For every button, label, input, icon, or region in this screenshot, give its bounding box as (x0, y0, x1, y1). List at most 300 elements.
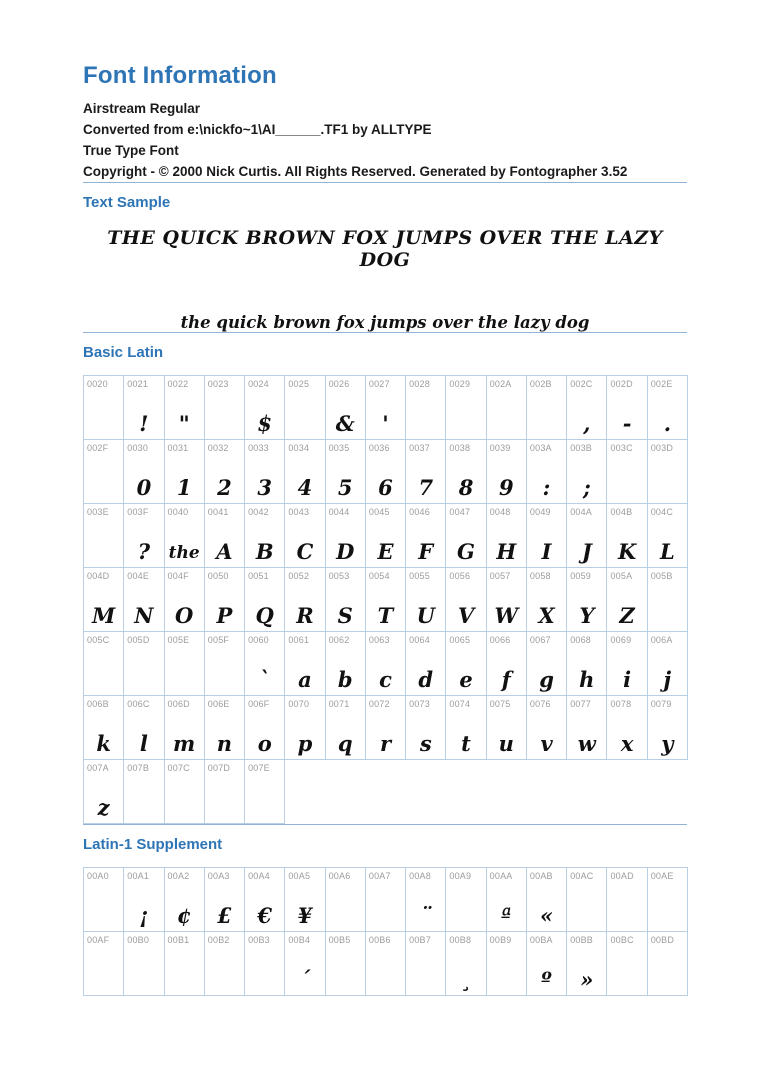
glyph-code-label: 006B (87, 699, 109, 709)
glyph-code-label: 005F (207, 635, 230, 645)
text-sample-uppercase: THE QUICK BROWN FOX JUMPS OVER THE LAZY DOG (107, 227, 663, 271)
glyph-cell-003F (123, 503, 164, 568)
glyph-cell-0020 (83, 375, 124, 440)
glyph-code-label: 00B9 (489, 935, 512, 945)
glyph-character: ¡ (139, 903, 149, 928)
glyph-row (83, 567, 687, 632)
glyph-character: N (134, 603, 154, 628)
glyph-code-label: 0039 (489, 443, 511, 453)
glyph-code-label: 00A3 (207, 871, 230, 881)
glyph-cell-0041 (204, 503, 245, 568)
glyph-code-label: 0020 (87, 379, 108, 389)
glyph-code-label: 0058 (529, 571, 551, 581)
glyph-code-label: 0053 (328, 571, 350, 581)
glyph-cell-0021 (123, 375, 164, 440)
glyph-character: 3 (257, 475, 272, 500)
glyph-cell-005C (83, 631, 124, 696)
glyph-cell-0035 (325, 439, 366, 504)
glyph-character: O (175, 603, 194, 628)
glyph-character: r (379, 731, 392, 756)
glyph-cell-0037 (405, 439, 446, 504)
glyph-cell-0057 (486, 567, 527, 632)
glyph-code-label: 0079 (650, 699, 672, 709)
glyph-cell-00B4 (284, 931, 325, 996)
glyph-cell-0047 (445, 503, 486, 568)
glyph-code-label: 005D (127, 635, 150, 645)
glyph-cell-0053 (325, 567, 366, 632)
glyph-code-label: 00BA (529, 935, 553, 945)
glyph-code-label: 003C (610, 443, 633, 453)
glyph-character: G (457, 539, 475, 564)
glyph-code-label: 0070 (288, 699, 310, 709)
glyph-code-label: 00AE (650, 871, 674, 881)
glyph-character: $ (257, 411, 272, 436)
glyph-code-label: 0028 (409, 379, 430, 389)
glyph-code-label: 0043 (288, 507, 310, 517)
glyph-code-label: 006D (167, 699, 190, 709)
glyph-cell-0049 (526, 503, 567, 568)
glyph-code-label: 00A1 (127, 871, 150, 881)
glyph-character: l (139, 731, 148, 756)
glyph-cell-0066 (486, 631, 527, 696)
glyph-character: X (538, 603, 555, 628)
glyph-code-label: 00B2 (207, 935, 230, 945)
glyph-code-label: 0029 (449, 379, 471, 389)
glyph-code-label: 00A9 (449, 871, 472, 881)
font-copyright-line: Copyright - © 2000 Nick Curtis. All Rights Reserved. Generated by Fontographer 3.52 (83, 164, 628, 179)
glyph-code-label: 0042 (248, 507, 269, 517)
glyph-code-label: 003F (127, 507, 149, 517)
glyph-code-label: 002A (489, 379, 512, 389)
glyph-code-label: 0068 (570, 635, 592, 645)
glyph-cell-0075 (486, 695, 527, 760)
glyph-code-label: 0072 (368, 699, 390, 709)
glyph-cell-0056 (445, 567, 486, 632)
glyph-code-label: 00AB (529, 871, 553, 881)
glyph-code-label: 005C (87, 635, 110, 645)
glyph-cell-00AB (526, 867, 567, 932)
glyph-character: z (97, 795, 110, 820)
glyph-cell-005B (647, 567, 688, 632)
glyph-character: the (168, 543, 200, 563)
glyph-character: 2 (217, 475, 232, 500)
glyph-code-label: 0077 (570, 699, 592, 709)
glyph-character: 1 (176, 475, 192, 500)
glyph-cell-0070 (284, 695, 325, 760)
glyph-code-label: 0075 (489, 699, 511, 709)
glyph-code-label: 0044 (328, 507, 350, 517)
glyph-code-label: 004C (650, 507, 674, 517)
glyph-code-label: 005E (167, 635, 190, 645)
glyph-cell-007C (164, 759, 205, 824)
glyph-code-label: 007B (127, 763, 150, 773)
glyph-code-label: 0055 (409, 571, 430, 581)
glyph-code-label: 00A6 (328, 871, 351, 881)
glyph-character: U (416, 603, 435, 628)
glyph-code-label: 0040 (167, 507, 189, 517)
glyph-cell-0022 (164, 375, 205, 440)
glyph-code-label: 0054 (368, 571, 390, 581)
glyph-code-label: 006A (650, 635, 673, 645)
glyph-character: x (620, 731, 634, 756)
glyph-code-label: 0024 (248, 379, 269, 389)
glyph-character: Y (579, 603, 595, 628)
glyph-code-label: 003E (87, 507, 109, 517)
glyph-cell-0050 (204, 567, 245, 632)
glyph-code-label: 0056 (449, 571, 471, 581)
glyph-cell-0077 (566, 695, 607, 760)
section-heading-basic-latin: Basic Latin (83, 344, 164, 361)
glyph-cell-0042 (244, 503, 285, 568)
glyph-cell-0072 (365, 695, 406, 760)
glyph-cell-0046 (405, 503, 446, 568)
glyph-cell-0058 (526, 567, 567, 632)
glyph-cell-0067 (526, 631, 567, 696)
glyph-character: S (337, 603, 353, 628)
glyph-cell-00A7 (365, 867, 406, 932)
glyph-cell-004D (83, 567, 124, 632)
glyph-cell-005E (164, 631, 205, 696)
glyph-cell-007D (204, 759, 245, 824)
glyph-code-label: 007C (167, 763, 190, 773)
glyph-code-label: 00B8 (449, 935, 472, 945)
glyph-character: u (498, 731, 514, 756)
glyph-cell-003C (606, 439, 647, 504)
glyph-character: e (459, 667, 473, 692)
section-divider (83, 332, 687, 333)
glyph-code-label: 002B (529, 379, 552, 389)
glyph-code-label: 004B (610, 507, 633, 517)
glyph-code-label: 0064 (409, 635, 430, 645)
glyph-cell-0079 (647, 695, 688, 760)
glyph-code-label: 0052 (288, 571, 310, 581)
glyph-cell-0034 (284, 439, 325, 504)
glyph-code-label: 00B7 (409, 935, 431, 945)
glyph-code-label: 0037 (409, 443, 430, 453)
glyph-character: p (297, 731, 313, 756)
glyph-code-label: 0059 (570, 571, 592, 581)
glyph-code-label: 0073 (409, 699, 430, 709)
glyph-cell-00A6 (325, 867, 366, 932)
glyph-code-label: 006E (207, 699, 230, 709)
glyph-character: B (255, 539, 274, 564)
glyph-character: s (419, 731, 432, 756)
glyph-code-label: 00BB (570, 935, 594, 945)
glyph-code-label: 0038 (449, 443, 471, 453)
glyph-character: n (216, 731, 233, 756)
glyph-character: g (539, 667, 554, 692)
glyph-row (83, 931, 687, 996)
glyph-cell-0036 (365, 439, 406, 504)
glyph-cell-00B1 (164, 931, 205, 996)
glyph-code-label: 0045 (368, 507, 390, 517)
glyph-character: " (178, 411, 190, 436)
glyph-code-label: 0034 (288, 443, 310, 453)
glyph-code-label: 0050 (207, 571, 229, 581)
glyph-cell-0027 (365, 375, 406, 440)
glyph-character: & (335, 411, 355, 436)
glyph-cell-00A8 (405, 867, 446, 932)
glyph-cell-004B (606, 503, 647, 568)
glyph-character: 0 (136, 475, 152, 500)
glyph-cell-0043 (284, 503, 325, 568)
glyph-character: I (541, 539, 552, 564)
glyph-cell-00AE (647, 867, 688, 932)
glyph-code-label: 0049 (529, 507, 551, 517)
glyph-code-label: 0041 (207, 507, 229, 517)
glyph-cell-0074 (445, 695, 486, 760)
glyph-code-label: 0061 (288, 635, 310, 645)
glyph-code-label: 002F (87, 443, 109, 453)
glyph-character: . (663, 411, 671, 436)
glyph-character: E (377, 539, 394, 564)
glyph-cell-006E (204, 695, 245, 760)
glyph-cell-00B7 (405, 931, 446, 996)
glyph-character: ´ (299, 967, 311, 992)
glyph-character: i (623, 667, 632, 692)
glyph-code-label: 00B3 (248, 935, 270, 945)
glyph-cell-0033 (244, 439, 285, 504)
glyph-cell-003A (526, 439, 567, 504)
glyph-cell-007B (123, 759, 164, 824)
glyph-code-label: 006F (248, 699, 270, 709)
glyph-character: P (216, 603, 233, 628)
glyph-cell-002E (647, 375, 688, 440)
text-sample-lowercase: the quick brown fox jumps over the lazy dog (180, 313, 590, 332)
section-heading-text-sample: Text Sample (83, 194, 171, 211)
glyph-character: o (257, 731, 272, 756)
glyph-character: M (92, 603, 116, 628)
glyph-cell-00B8 (445, 931, 486, 996)
glyph-character: £ (217, 903, 232, 928)
glyph-code-label: 002D (610, 379, 633, 389)
glyph-code-label: 0047 (449, 507, 471, 517)
glyph-cell-006F (244, 695, 285, 760)
glyph-cell-00A3 (204, 867, 245, 932)
glyph-character: 5 (337, 475, 353, 500)
glyph-cell-0024 (244, 375, 285, 440)
glyph-code-label: 00B6 (368, 935, 391, 945)
glyph-cell-0063 (365, 631, 406, 696)
glyph-cell-0030 (123, 439, 164, 504)
glyph-cell-0052 (284, 567, 325, 632)
glyph-character: t (461, 731, 471, 756)
glyph-cell-0064 (405, 631, 446, 696)
glyph-cell-0051 (244, 567, 285, 632)
glyph-character: 9 (498, 475, 514, 500)
glyph-character: c (379, 667, 392, 692)
glyph-cell-0045 (365, 503, 406, 568)
glyph-cell-00BD (647, 931, 688, 996)
glyph-code-label: 0078 (610, 699, 632, 709)
glyph-character: ` (259, 667, 270, 692)
glyph-cell-00B5 (325, 931, 366, 996)
glyph-cell-006A (647, 631, 688, 696)
glyph-row (83, 695, 687, 760)
glyph-cell-002C (566, 375, 607, 440)
glyph-cell-002A (486, 375, 527, 440)
glyph-character: K (617, 539, 637, 564)
glyph-code-label: 005A (610, 571, 633, 581)
glyph-cell-002B (526, 375, 567, 440)
glyph-cell-00BC (606, 931, 647, 996)
glyph-cell-007E (244, 759, 285, 824)
glyph-cell-0044 (325, 503, 366, 568)
glyph-character: ª (501, 903, 512, 928)
glyph-code-label: 0066 (489, 635, 511, 645)
glyph-code-label: 0063 (368, 635, 390, 645)
glyph-cell-002D (606, 375, 647, 440)
glyph-character: V (457, 603, 475, 628)
glyph-character: a (298, 667, 312, 692)
glyph-code-label: 004F (167, 571, 189, 581)
glyph-cell-0062 (325, 631, 366, 696)
glyph-cell-003D (647, 439, 688, 504)
glyph-character: ! (139, 411, 149, 436)
glyph-character: f (501, 667, 511, 692)
glyph-code-label: 007A (87, 763, 109, 773)
glyph-cell-004F (164, 567, 205, 632)
glyph-cell-003E (83, 503, 124, 568)
glyph-cell-0025 (284, 375, 325, 440)
glyph-character: ¢ (176, 903, 192, 928)
glyph-cell-005F (204, 631, 245, 696)
glyph-character: w (577, 731, 596, 756)
glyph-cell-00B0 (123, 931, 164, 996)
glyph-code-label: 0033 (248, 443, 269, 453)
glyph-code-label: 0031 (167, 443, 189, 453)
glyph-code-label: 0022 (167, 379, 189, 389)
glyph-code-label: 0060 (248, 635, 269, 645)
glyph-cell-00A5 (284, 867, 325, 932)
glyph-character: D (336, 539, 355, 564)
section-heading-latin1-supplement: Latin-1 Supplement (83, 836, 223, 853)
glyph-character: Z (619, 603, 635, 628)
glyph-character: ¥ (297, 903, 313, 928)
glyph-code-label: 0023 (207, 379, 229, 389)
glyph-character: - (622, 411, 632, 436)
glyph-cell-005D (123, 631, 164, 696)
glyph-cell-0073 (405, 695, 446, 760)
glyph-code-label: 0025 (288, 379, 310, 389)
glyph-character: 7 (418, 475, 434, 500)
font-source-line: Converted from e:\nickfo~1\AI______.TF1 by ALLTYPE (83, 122, 432, 137)
glyph-cell-007A (83, 759, 124, 824)
glyph-character: T (377, 603, 394, 628)
glyph-cell-0059 (566, 567, 607, 632)
glyph-code-label: 00AD (610, 871, 634, 881)
glyph-cell-0076 (526, 695, 567, 760)
page-title: Font Information (83, 62, 277, 89)
glyph-code-label: 002C (570, 379, 593, 389)
glyph-code-label: 0069 (610, 635, 632, 645)
glyph-code-label: 003D (650, 443, 674, 453)
glyph-cell-00AC (566, 867, 607, 932)
glyph-cell-0026 (325, 375, 366, 440)
glyph-code-label: 0036 (368, 443, 390, 453)
glyph-cell-00A9 (445, 867, 486, 932)
glyph-character: v (540, 731, 553, 756)
glyph-code-label: 00B1 (167, 935, 190, 945)
glyph-code-label: 00A8 (409, 871, 431, 881)
glyph-character: H (496, 539, 517, 564)
font-type-line: True Type Font (83, 143, 179, 158)
glyph-code-label: 0051 (248, 571, 269, 581)
glyph-code-label: 00AC (570, 871, 594, 881)
glyph-character: ? (137, 539, 151, 564)
glyph-code-label: 0057 (489, 571, 511, 581)
glyph-character: q (337, 731, 353, 756)
glyph-row (83, 631, 687, 696)
glyph-code-label: 00A2 (167, 871, 190, 881)
glyph-code-label: 0026 (328, 379, 350, 389)
glyph-code-label: 00B4 (288, 935, 311, 945)
glyph-character: ¨ (420, 903, 431, 928)
glyph-character: 8 (458, 475, 474, 500)
glyph-character: k (96, 731, 111, 756)
glyph-cell-00A0 (83, 867, 124, 932)
glyph-code-label: 003B (570, 443, 593, 453)
glyph-code-label: 002E (650, 379, 673, 389)
glyph-character: º (541, 967, 552, 992)
glyph-cell-0039 (486, 439, 527, 504)
glyph-character: ; (582, 475, 591, 500)
glyph-code-label: 00BC (610, 935, 634, 945)
glyph-code-label: 0076 (529, 699, 551, 709)
glyph-character: A (216, 539, 233, 564)
glyph-character: » (580, 967, 594, 992)
glyph-character: h (579, 667, 595, 692)
glyph-cell-00BA (526, 931, 567, 996)
glyph-character: , (583, 411, 591, 436)
glyph-character: : (542, 475, 551, 500)
glyph-character: C (296, 539, 314, 564)
glyph-cell-00B2 (204, 931, 245, 996)
glyph-character: W (494, 603, 519, 628)
glyph-code-label: 00BD (650, 935, 675, 945)
glyph-code-label: 00B0 (127, 935, 150, 945)
glyph-cell-00AD (606, 867, 647, 932)
glyph-cell-004C (647, 503, 688, 568)
glyph-row (83, 375, 687, 440)
glyph-character: € (257, 903, 272, 928)
glyph-code-label: 006C (127, 699, 150, 709)
glyph-code-label: 00A4 (248, 871, 270, 881)
font-name-line: Airstream Regular (83, 101, 201, 116)
glyph-cell-0065 (445, 631, 486, 696)
glyph-character: d (418, 667, 434, 692)
glyph-code-label: 0065 (449, 635, 471, 645)
glyph-row (83, 439, 687, 504)
glyph-character: F (418, 539, 434, 564)
glyph-table-latin1-supplement (83, 867, 687, 996)
glyph-cell-0048 (486, 503, 527, 568)
glyph-cell-0078 (606, 695, 647, 760)
glyph-code-label: 0035 (328, 443, 350, 453)
section-divider (83, 824, 687, 825)
glyph-code-label: 003A (529, 443, 552, 453)
glyph-cell-0060 (244, 631, 285, 696)
glyph-cell-00A2 (164, 867, 205, 932)
glyph-cell-00A4 (244, 867, 285, 932)
glyph-code-label: 00A5 (288, 871, 311, 881)
glyph-character: Q (255, 603, 274, 628)
glyph-character: ¸ (460, 967, 472, 992)
glyph-cell-00B6 (365, 931, 406, 996)
glyph-row (83, 759, 687, 824)
glyph-code-label: 005B (650, 571, 673, 581)
glyph-code-label: 00A7 (368, 871, 391, 881)
